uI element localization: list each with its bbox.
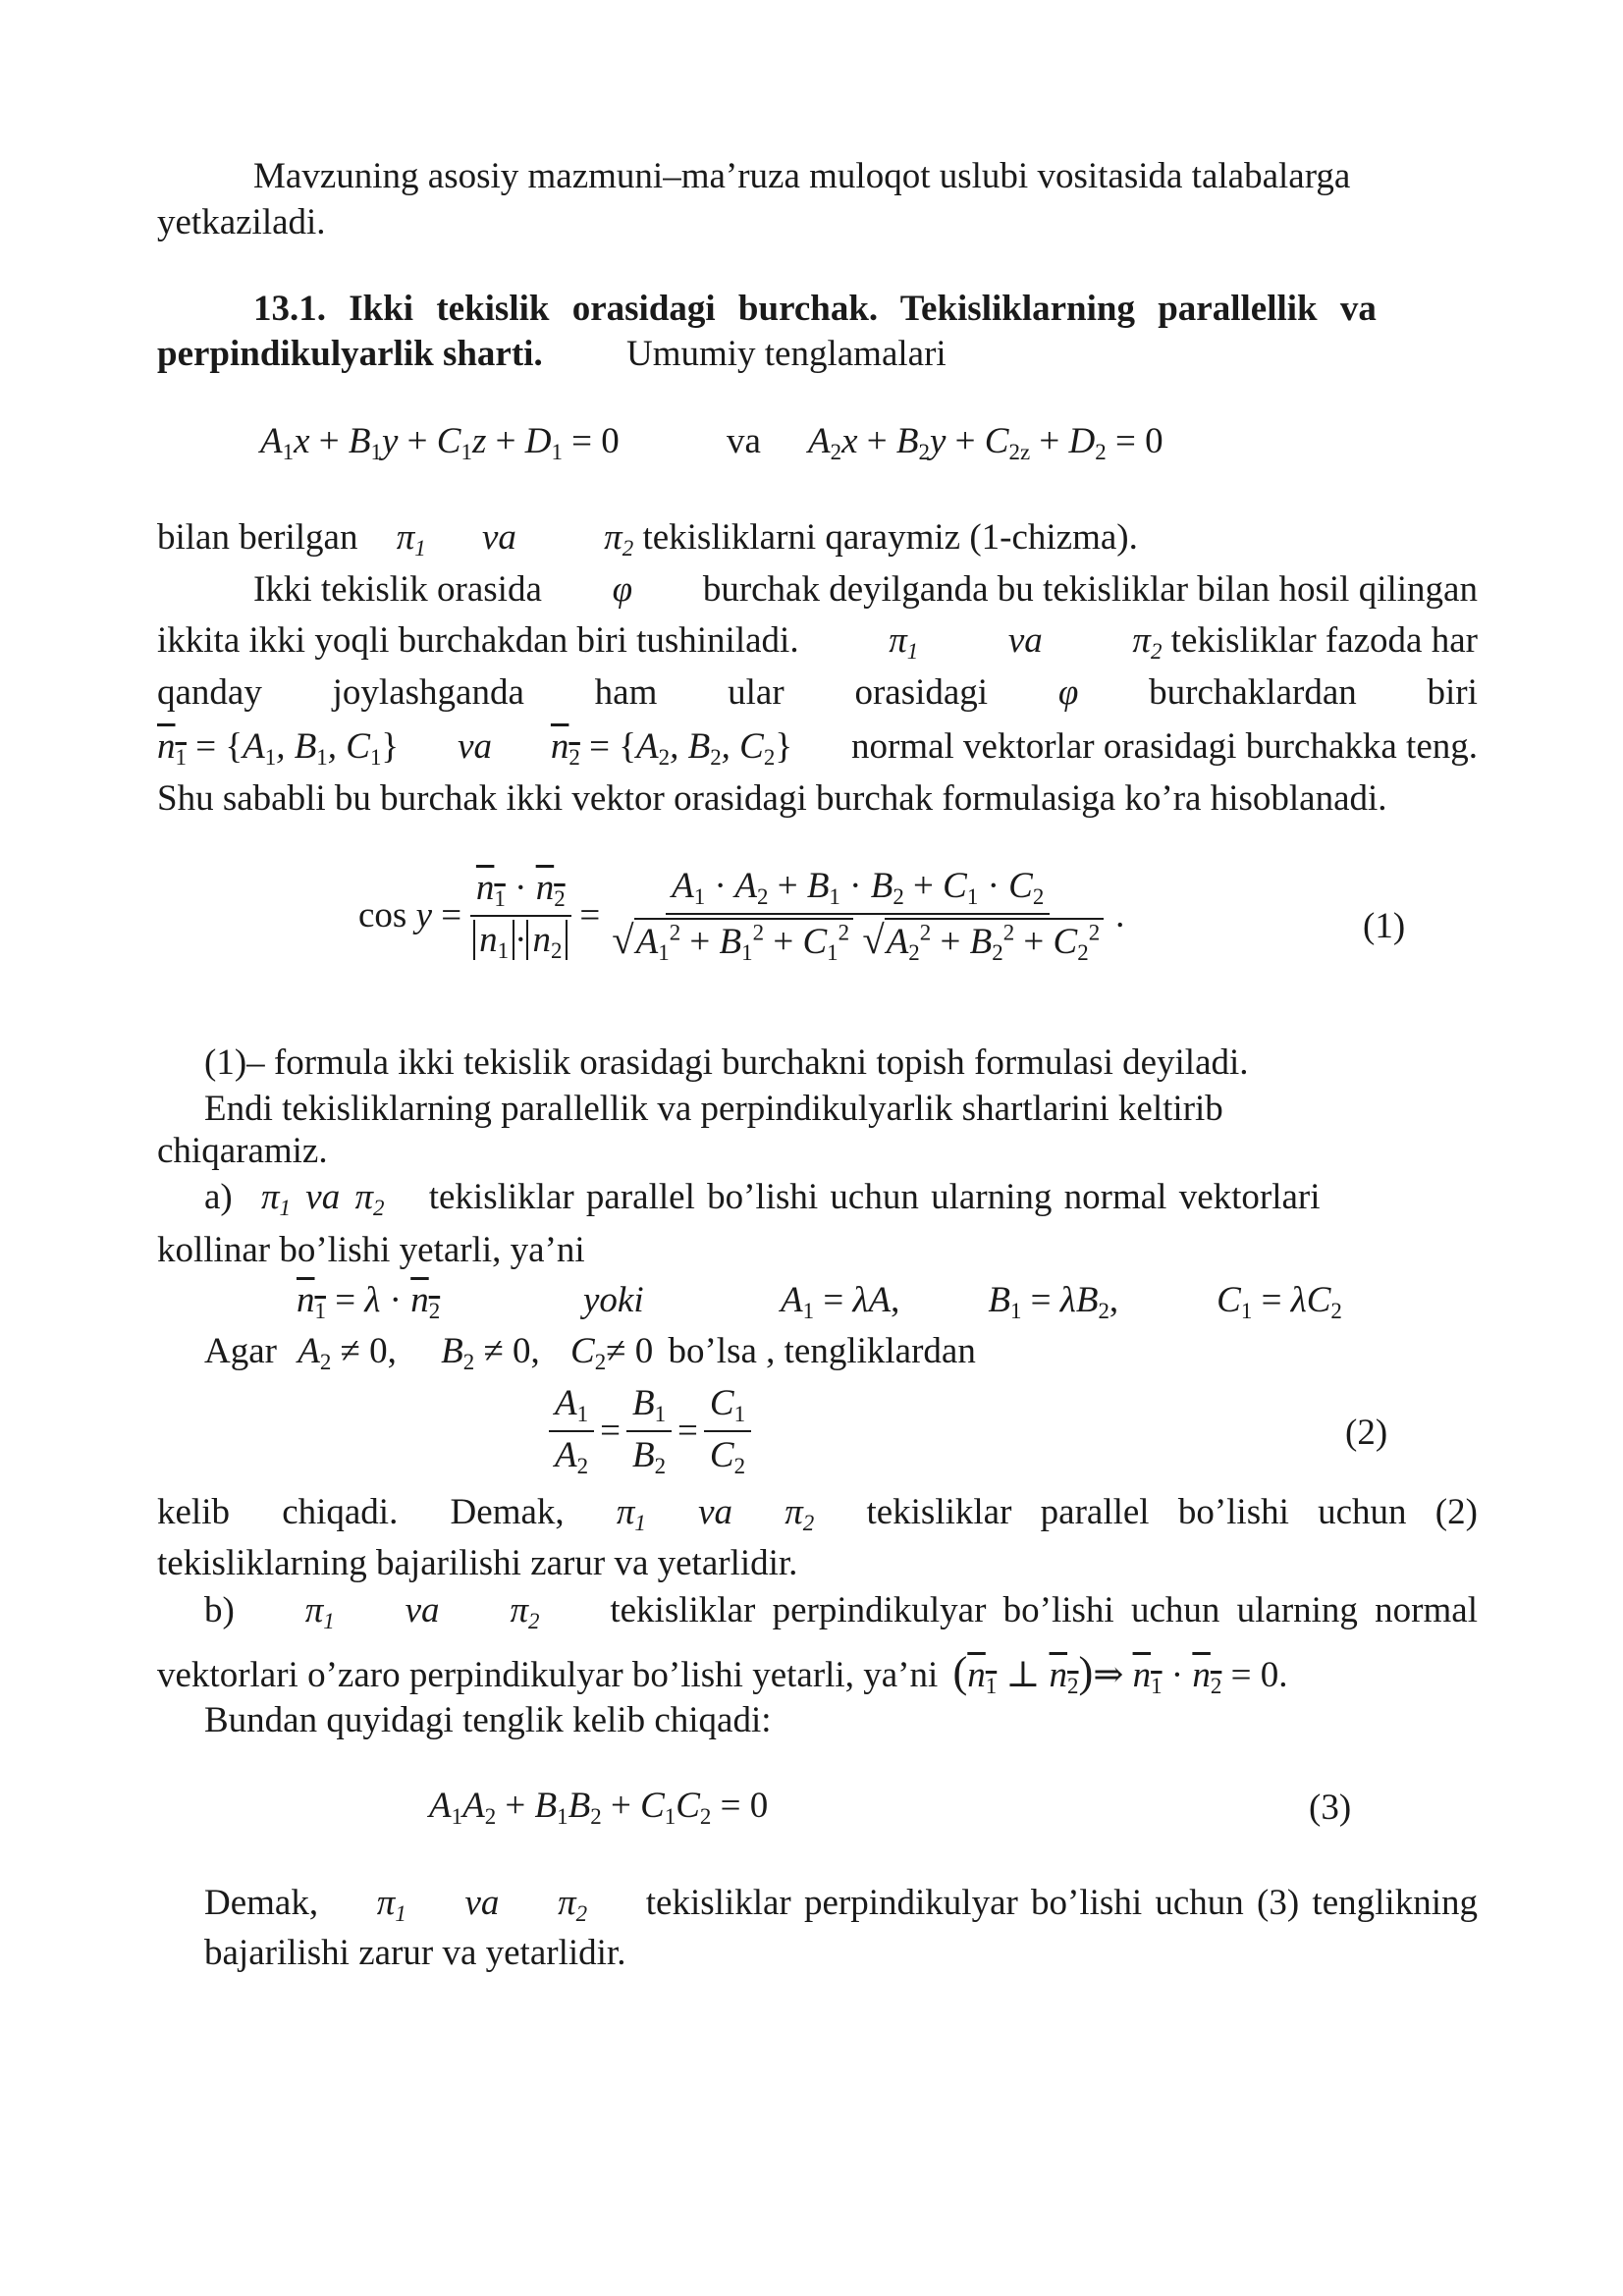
- perpendicular-conclusion-line-1: Demak, $\pi_1$ va $\pi_2$ tekisliklar perpindikulyar bo’lishi uchun (3) tenglikning: [204, 1883, 1478, 1926]
- intro-line-1: Mavzuning asosiy mazmuni–ma’ruza muloqot uslubi vositasida talabalarga: [253, 156, 1351, 196]
- parallel-conclusion-line-1: kelib chiqadi. Demak, $\pi_1$ va $\pi_2$ tekisliklar parallel bo’lishi uchun (2): [157, 1492, 1478, 1535]
- parallel-conclusion-line-2: tekisliklarning bajarilishi zarur va yetarlidir.: [157, 1543, 798, 1583]
- paragraph-angle-line-1: Ikki tekislik orasida φ burchak deyilganda bu tekisliklar bilan hosil qilingan: [253, 569, 1478, 610]
- paragraph-planes: bilan berilgan $\pi_1$ va $\pi_2$ tekisliklarni qaraymiz (1-chizma).: [157, 517, 1138, 561]
- perpendicular-equation: $A_1A_2 + B_1B_2 + C_1C_2 = 0$: [429, 1786, 769, 1829]
- component-equations: $A_1 = \lambda A$, $B_1 = \lambda B_2$, $C_1 = \lambda C_2$: [781, 1280, 1342, 1323]
- paragraph-angle-line-2: ikkita ikki yoqli burchakdan biri tushiniladi. $\pi_1$ va $\pi_2$ tekisliklar fazoda har: [157, 620, 1478, 664]
- bundan-line: Bundan quyidagi tenglik kelib chiqadi:: [204, 1700, 772, 1740]
- equation-number-1: (1): [1363, 906, 1406, 946]
- paragraph-angle-line-4: $n_1 = \{A_1$, $B_1$, $C_1$} va $n_2 = \{A_2$, $B_2$, $C_2$} normal vektorlar orasidagi burchakka teng.: [157, 726, 1478, 770]
- paragraph-conditions-line-2: chiqaramiz.: [157, 1131, 328, 1171]
- planes-va: va: [727, 421, 761, 461]
- formula-angle: cos y = $\frac{n_1 \cdot n_2}{n_1 \cdot n_2}$ = $\frac{A_1 \cdot A_2 + B_1 \cdot B_2 + C_1 \cdot C_2}{√A_1^2 + B_1^2 + C_1^2 √A_2^2 + B_2^2 + C_2^2}$ .: [358, 866, 1125, 965]
- plane-equation-2: $A_2x + B_2y + C_{2z} + D_2 = 0$: [808, 421, 1163, 464]
- perpendicular-condition-line-2: vektorlari o’zaro perpindikulyar bo’lishi yetarli, ya’ni ($n_1$ ⊥ $n_2)\Rightarrow$ $n_1 \cdot n_2 = 0$.: [157, 1647, 1288, 1698]
- ratio-equation: $\frac{A_1}{A_2}$ = $\frac{B_1}{B_2}$ = $\frac{C_1}{C_2}$: [543, 1384, 757, 1478]
- paragraph-angle-line-5: Shu sababli bu burchak ikki vektor orasidagi burchak formulasiga ko’ra hisoblanadi.: [157, 778, 1387, 819]
- perpendicular-conclusion-line-2: bajarilishi zarur va yetarlidir.: [204, 1933, 626, 1973]
- paragraph-angle-line-3: qanday joylashganda ham ular orasidagi φ burchaklardan biri: [157, 672, 1478, 713]
- nonzero-condition-line: Agar $A_2 \ne 0$, $B_2 \ne 0$, $C_2\ne 0$ bo’lsa , tengliklardan: [204, 1331, 976, 1374]
- equation-number-3: (3): [1309, 1788, 1352, 1828]
- collinear-equation: $n_1 = \lambda \cdot n_2$: [297, 1280, 441, 1323]
- perpendicular-condition-line-1: b) $\pi_1$ va $\pi_2$ tekisliklar perpindikulyar bo’lishi uchun ularning normal: [204, 1590, 1478, 1633]
- section-heading-tail: perpindikulyarlik sharti.: [157, 334, 543, 374]
- equation-number-2: (2): [1345, 1413, 1388, 1453]
- parallel-condition-line-2: kollinar bo’lishi yetarli, ya’ni: [157, 1230, 585, 1270]
- section-heading: 13.1. Ikki tekislik orasidagi burchak. Tekisliklarning parallellik va: [253, 289, 1377, 329]
- paragraph-formula-note: (1)– formula ikki tekislik orasidagi burchakni topish formulasi deyiladi.: [204, 1042, 1249, 1083]
- intro-line-2: yetkaziladi.: [157, 202, 326, 242]
- plane-equation-1: $A_1x + B_1y + C_1z + D_1 = 0$: [260, 421, 620, 464]
- section-heading-line-2: [157, 335, 1478, 375]
- heading-intro-text: Umumiy tenglamalari: [625, 334, 947, 374]
- yoki-label: yoki: [583, 1280, 644, 1320]
- parallel-condition-line-1: a) $\pi_1$ va $\pi_2$ tekisliklar parallel bo’lishi uchun ularning normal vektorlari: [204, 1177, 1321, 1220]
- paragraph-conditions-line-1: Endi tekisliklarning parallellik va perpindikulyarlik shartlarini keltirib: [204, 1089, 1223, 1129]
